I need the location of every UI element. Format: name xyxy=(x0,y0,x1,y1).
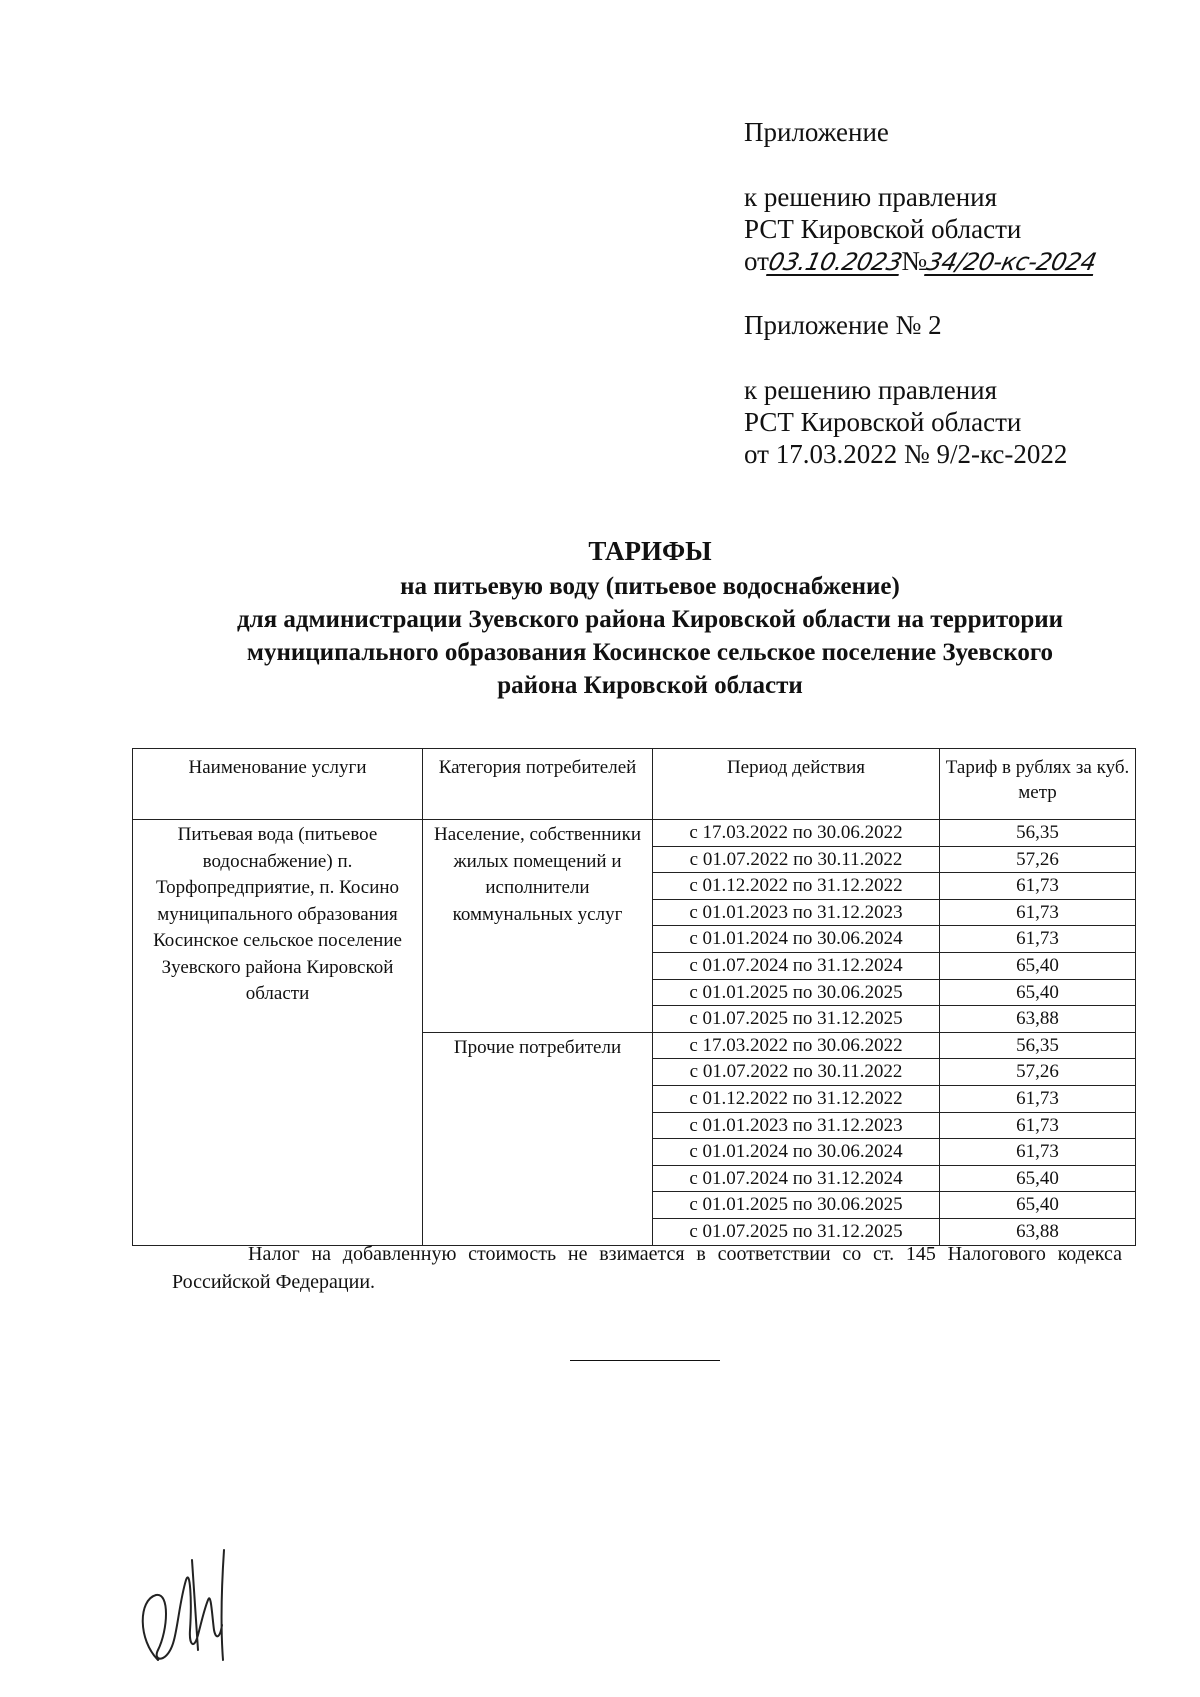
period-cell: с 01.01.2023 по 31.12.2023 xyxy=(653,1112,940,1139)
signature-mark xyxy=(128,1540,238,1670)
closing-rule xyxy=(570,1360,720,1361)
tariff-cell: 61,73 xyxy=(940,1085,1136,1112)
period-cell: с 01.01.2023 по 31.12.2023 xyxy=(653,899,940,926)
period-cell: с 01.07.2022 по 30.11.2022 xyxy=(653,846,940,873)
period-cell: с 01.12.2022 по 31.12.2022 xyxy=(653,873,940,900)
tariff-cell: 63,88 xyxy=(940,1006,1136,1033)
tax-note-text: Налог на добавленную стоимость не взимается в соответствии со ст. 145 Налогового кодекса Российской Федерации. xyxy=(172,1243,1122,1293)
authority-line: РСТ Кировской области xyxy=(744,214,1022,244)
appendix-original-title xyxy=(744,309,942,341)
tariff-cell: 57,26 xyxy=(940,846,1136,873)
category-cell: Население, собственники жилых помещений и исполнители коммунальных услуг xyxy=(423,820,653,1033)
tariff-cell: 65,40 xyxy=(940,1165,1136,1192)
decision-date-line xyxy=(744,245,1099,278)
tariff-cell: 63,88 xyxy=(940,1218,1136,1245)
tariff-cell: 61,73 xyxy=(940,926,1136,953)
decision-date-line: от 17.03.2022 № 9/2-кс-2022 xyxy=(744,439,1068,469)
tariff-cell: 61,73 xyxy=(940,1139,1136,1166)
period-cell: с 01.01.2024 по 30.06.2024 xyxy=(653,926,940,953)
table-row xyxy=(133,820,1136,847)
tariff-cell: 61,73 xyxy=(940,873,1136,900)
header-service: Наименование услуги xyxy=(133,749,423,820)
tariff-cell: 61,73 xyxy=(940,899,1136,926)
heading-line: для администрации Зуевского района Кировской области на территории xyxy=(236,606,1064,633)
from-label: от xyxy=(744,246,769,276)
period-cell: с 01.07.2025 по 31.12.2025 xyxy=(653,1006,940,1033)
header-period: Период действия xyxy=(653,749,940,820)
header-category: Категория потребителей xyxy=(423,749,653,820)
category-cell: Прочие потребители xyxy=(423,1032,653,1245)
tariff-cell: 56,35 xyxy=(940,820,1136,847)
period-cell: с 01.01.2024 по 30.06.2024 xyxy=(653,1139,940,1166)
tariff-cell: 57,26 xyxy=(940,1059,1136,1086)
period-cell: с 01.07.2024 по 31.12.2024 xyxy=(653,1165,940,1192)
tariff-cell: 56,35 xyxy=(940,1032,1136,1059)
table-body xyxy=(133,820,1136,1246)
header-tariff: Тариф в рублях за куб. метр xyxy=(940,749,1136,820)
handwritten-date: 03.10.2023 xyxy=(765,248,905,276)
heading-line: на питьевую воду (питьевое водоснабжение) xyxy=(400,573,900,600)
period-cell: с 01.12.2022 по 31.12.2022 xyxy=(653,1085,940,1112)
period-cell: с 01.07.2025 по 31.12.2025 xyxy=(653,1218,940,1245)
period-cell: с 01.01.2025 по 30.06.2025 xyxy=(653,1192,940,1219)
period-cell: с 01.01.2025 по 30.06.2025 xyxy=(653,979,940,1006)
period-cell: с 01.07.2022 по 30.11.2022 xyxy=(653,1059,940,1086)
appendix-title: Приложение № 2 xyxy=(744,310,942,340)
document-heading xyxy=(130,535,1170,702)
handwritten-number: 34/20-кс-2024 xyxy=(924,248,1099,276)
heading-line: муниципального образования Косинское сельское поселение Зуевского xyxy=(246,639,1054,666)
decision-line: к решению правления xyxy=(744,182,998,212)
tax-note xyxy=(172,1240,1122,1296)
period-cell: с 17.03.2022 по 30.06.2022 xyxy=(653,1032,940,1059)
appendix-current-title xyxy=(744,116,889,148)
service-cell: Питьевая вода (питьевое водоснабжение) п. Торфопредприятие, п. Косино муниципального образования Косинское сельское поселение Зуевского района Кировской области xyxy=(133,820,423,1246)
appendix-title: Приложение xyxy=(744,117,889,147)
period-cell: с 17.03.2022 по 30.06.2022 xyxy=(653,820,940,847)
heading-line: района Кировской области xyxy=(497,672,803,699)
tariff-cell: 65,40 xyxy=(940,952,1136,979)
tariff-cell: 65,40 xyxy=(940,1192,1136,1219)
appendix-original-basis xyxy=(744,374,1067,470)
number-label: № xyxy=(901,246,928,276)
tariff-cell: 61,73 xyxy=(940,1112,1136,1139)
table-header-row xyxy=(133,749,1136,820)
tariff-cell: 65,40 xyxy=(940,979,1136,1006)
appendix-current-basis xyxy=(744,181,1099,278)
tariffs-table xyxy=(132,748,1136,1246)
decision-line: к решению правления xyxy=(744,375,998,405)
document-title: ТАРИФЫ xyxy=(588,536,712,566)
authority-line: РСТ Кировской области xyxy=(744,407,1022,437)
period-cell: с 01.07.2024 по 31.12.2024 xyxy=(653,952,940,979)
